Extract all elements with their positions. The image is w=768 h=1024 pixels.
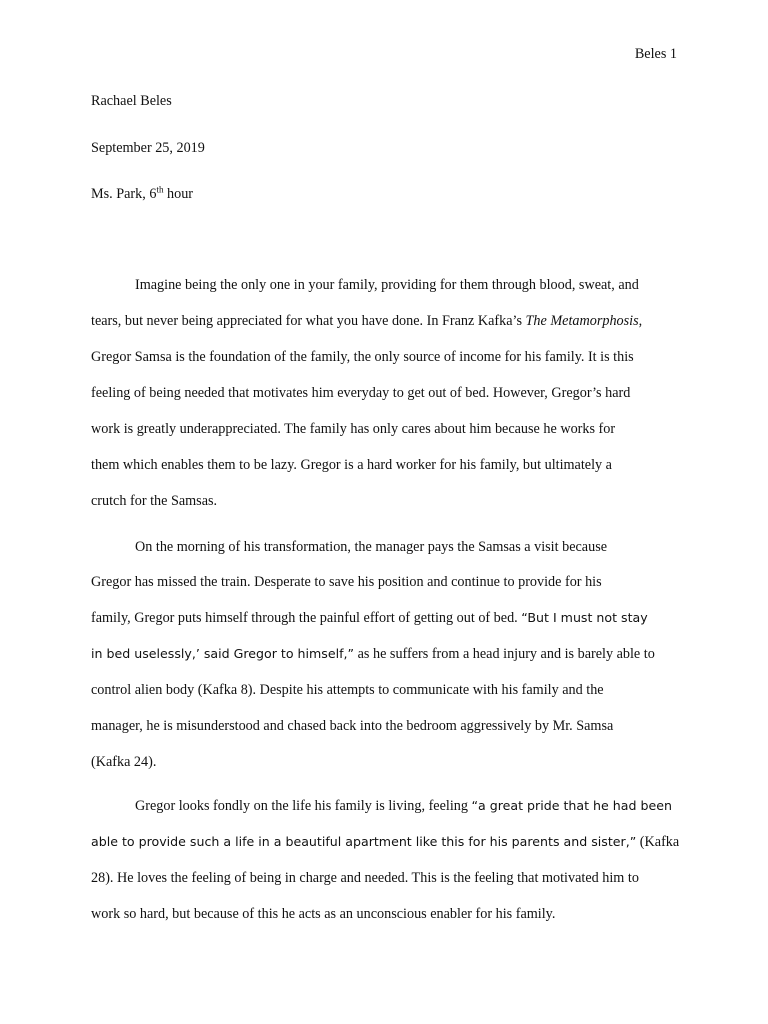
paragraph1-line4: feeling of being needed that motivates him everyday to get out of bed. However, Gregor’s hard [91, 385, 631, 401]
p2-l3-quote: “But I must not stay [521, 610, 648, 625]
paragraph2-line6: manager, he is misunderstood and chased back into the bedroom aggressively by Mr. Samsa [91, 718, 614, 734]
class-info-prefix: Ms. Park, 6 [91, 186, 157, 202]
paragraph2-line1: On the morning of his transformation, the manager pays the Samsas a visit because [135, 539, 608, 555]
p2-l3-text: family, Gregor puts himself through the painful effort of getting out of bed. [91, 610, 522, 626]
paragraph1-line7: crutch for the Samsas. [91, 493, 218, 509]
p2-l4-text: as he suffers from a head injury and is barely able to [354, 646, 655, 662]
class-info [91, 185, 193, 203]
paragraph3-line4: work so hard, but because of this he acts as an unconscious enabler for his family. [91, 906, 556, 922]
p3-l2-quote: able to provide such a life in a beautiful apartment like this for his parents and sister,” [91, 834, 637, 849]
p3-l2-text: (Kafka [636, 834, 680, 850]
page-header-label: Beles 1 [634, 46, 677, 62]
paragraph2-line5: control alien body (Kafka 8). Despite his attempts to communicate with his family and the [91, 682, 604, 698]
paragraph1-line2 [91, 312, 642, 330]
class-info-superscript: th [156, 184, 164, 195]
paragraph1-line1: Imagine being the only one in your family, providing for them through blood, sweat, and [135, 277, 639, 293]
paragraph1-line3: Gregor Samsa is the foundation of the family, the only source of income for his family. It is this [91, 349, 634, 365]
paragraph3-line3: 28). He loves the feeling of being in charge and needed. This is the feeling that motivated him to [91, 870, 639, 886]
paragraph3-line1 [135, 797, 672, 815]
paragraph2-line2: Gregor has missed the train. Desperate to save his position and continue to provide for his [91, 574, 602, 590]
p1-l2-comma: , [638, 313, 643, 329]
paragraph2-line7: (Kafka 24). [91, 754, 157, 770]
paragraph2-line4 [91, 645, 655, 663]
author-name: Rachael Beles [91, 93, 172, 109]
p3-l1-text: Gregor looks fondly on the life his family is living, feeling [135, 798, 472, 814]
p3-l1-quote: “a great pride that he had been [471, 798, 672, 813]
paragraph3-line2 [91, 833, 679, 851]
class-info-suffix: hour [163, 186, 194, 202]
p1-l2-text: tears, but never being appreciated for what you have done. In Franz Kafka’s [91, 313, 526, 329]
book-title: The Metamorphosis [525, 313, 639, 329]
p2-l4-quote: in bed uselessly,’ said Gregor to himself,” [91, 646, 355, 661]
paragraph2-line3 [91, 609, 648, 627]
paragraph1-line6: them which enables them to be lazy. Gregor is a hard worker for his family, but ultimately a [91, 457, 612, 473]
paragraph1-line5: work is greatly underappreciated. The family has only cares about him because he works for [91, 421, 616, 437]
essay-date: September 25, 2019 [91, 140, 205, 156]
